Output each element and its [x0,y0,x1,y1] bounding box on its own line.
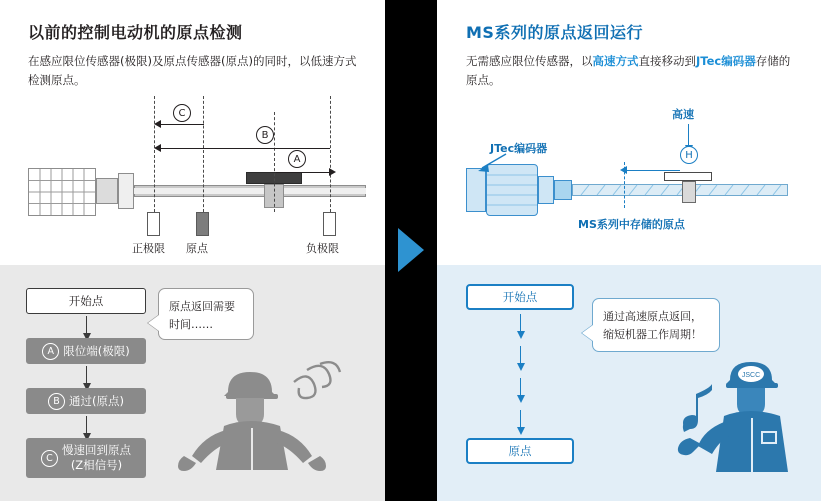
arrow-c-head [154,120,161,128]
flow-step-slow-return-line2: (Z相信号) [70,458,123,472]
encoder-leader-line [472,152,512,174]
speed-label: 高速 [672,108,694,121]
encoder-label: JTec编码器 [490,142,548,155]
motor-body [96,178,118,204]
right-subtitle-highlight-speed: 高速方式 [592,54,639,68]
flow-step-limit-label: 限位端(极限) [63,343,130,358]
right-worker-illustration [660,352,810,492]
dashline-slider [274,112,275,212]
machine-body-hatch-icon [29,169,95,215]
right-flow-arrow-3 [520,378,521,396]
flow-arrow-1 [86,316,87,334]
flow-arrow-3 [86,416,87,434]
speed-arrow-down [688,124,689,146]
left-worker-illustration [176,360,376,490]
right-subtitle-post: 存储的原点。 [466,54,791,87]
dashline-negative-limit [330,96,331,212]
right-title: MS系列的原点返回运行 [466,23,643,42]
left-bubble-line1: 原点返回需要 [169,300,235,313]
dashline-positive-limit [154,96,155,212]
flow-step-limit [26,338,146,364]
right-bubble-line1: 通过高速原点返回， [603,310,702,323]
marker-c-flow: C [41,450,58,467]
right-flow-arrow-4 [520,410,521,428]
dashline-origin [203,96,204,212]
flow-step-slow-return [26,438,146,478]
right-bubble-line2: 缩短机器工作周期！ [603,328,702,341]
marker-h: H [680,146,698,164]
sensor-origin [196,212,209,236]
right-flow-arrow-1 [520,314,521,332]
encoder-block [466,168,486,212]
arrow-b-head [154,144,161,152]
arrow-c-line [156,124,204,125]
right-subtitle-highlight-encoder: JTec编码器 [696,54,756,68]
rail-hatch-icon [573,185,787,195]
motor-flange-blue [538,176,554,204]
motor-flange [118,173,134,209]
tick-label-positive-limit: 正极限 [132,242,165,255]
arrow-a-head [329,168,336,176]
flow-arrow-2 [86,366,87,384]
flow-step-pass-label: 通过(原点) [69,393,124,408]
coupling-blue [554,180,572,200]
marker-a-flow: A [42,343,59,360]
left-speech-bubble [158,288,254,340]
left-subtitle: 在感应限位传感器(极限)及原点传感器(原点)的同时，以低速方式检测原点。 [28,54,357,87]
arrow-a-line [276,172,330,173]
sensor-negative-limit [323,212,336,236]
right-flow-end: 原点 [466,438,574,464]
marker-a-top: A [288,150,306,168]
transition-arrow-icon [398,228,424,272]
arrow-b-line [156,148,330,149]
right-flow-start: 开始点 [466,284,574,310]
flow-step-start: 开始点 [26,288,146,314]
return-arrow-line [624,170,680,171]
right-flow-arrow-2 [520,346,521,364]
sensor-positive-limit [147,212,160,236]
right-subtitle-pre: 无需感应限位传感器，以 [466,54,593,68]
slider-block-blue [664,172,712,181]
tick-label-negative-limit: 负极限 [306,242,339,255]
rail-groove [134,188,366,194]
right-speech-bubble [592,298,720,352]
marker-b-flow: B [48,393,65,410]
stored-origin-label: MS系列中存储的原点 [578,218,685,231]
machine-body [28,168,96,216]
right-subtitle [466,52,796,90]
marker-b-top: B [256,126,274,144]
dashline-stored-origin [624,162,625,208]
tick-label-origin: 原点 [186,242,208,255]
right-subtitle-mid: 直接移动到 [638,54,696,68]
flow-step-pass [26,388,146,414]
left-title: 以前的控制电动机的原点检测 [28,23,243,42]
slider-foot-blue [682,181,696,203]
helmet-badge-text: JSCC [741,372,761,379]
marker-c-top: C [173,104,191,122]
left-bubble-line2: 时间…… [169,318,213,331]
flow-step-slow-return-line1: 慢速回到原点 [62,443,131,457]
